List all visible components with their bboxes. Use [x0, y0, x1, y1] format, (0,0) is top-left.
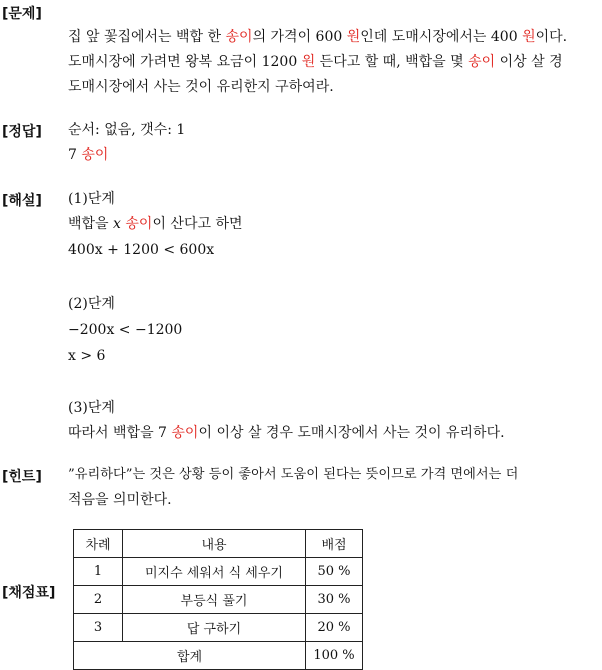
table-row [74, 586, 363, 614]
cell-score: 20 % [306, 614, 363, 642]
answer-value [68, 145, 108, 165]
table-row [74, 614, 363, 642]
text: 의 가격이 600 [252, 29, 347, 45]
header-score: 배점 [306, 530, 363, 558]
problem-label: [문제] [2, 6, 42, 22]
variable: x [113, 216, 121, 232]
text: 백합을 [68, 216, 114, 232]
hint-line-2: 적음을 의미한다. [68, 492, 172, 508]
cell-order: 1 [74, 558, 123, 586]
step-2-equation-1: −200x < −1200 [68, 322, 183, 338]
cell-content: 미지수 세워서 식 세우기 [123, 558, 306, 586]
total-value: 100 % [306, 642, 363, 670]
highlight-word: 원 [522, 29, 536, 45]
cell-content: 부등식 풀기 [123, 586, 306, 614]
cell-score: 30 % [306, 586, 363, 614]
highlight-word: 송이 [468, 54, 496, 70]
table-row [74, 558, 363, 586]
highlight-word: 송이 [171, 425, 199, 441]
cell-order: 3 [74, 614, 123, 642]
hint-line-1: ”유리하다”는 것은 상황 등이 좋아서 도움이 된다는 뜻이므로 가격 면에서는 더 [68, 467, 519, 482]
rubric-table [73, 529, 363, 670]
step-3-title: (3)단계 [68, 400, 115, 416]
text: 집 앞 꽃집에서는 백합 한 [68, 29, 226, 45]
step-3-text [68, 423, 505, 443]
total-label: 합계 [74, 642, 306, 670]
step-1-title: (1)단계 [68, 191, 115, 207]
text: 이 산다고 하면 [152, 216, 243, 232]
highlight-word: 원 [346, 29, 361, 45]
text: 이 이상 살 경우 도매시장에서 사는 것이 유리하다. [198, 425, 505, 441]
text: 이상 살 경 [495, 54, 563, 70]
text: 든다고 할 때, 백합을 몇 [315, 54, 469, 70]
problem-line-2 [68, 52, 563, 72]
text: 이다. [535, 29, 568, 45]
highlight-word: 원 [301, 54, 316, 70]
text: 인데 도매시장에서는 400 [360, 29, 523, 45]
table-total-row [74, 642, 363, 670]
text: 7 [68, 147, 82, 163]
step-2-equation-2: x > 6 [68, 348, 106, 364]
text: 따라서 백합을 7 [68, 425, 172, 441]
highlight-word: 송이 [125, 216, 153, 232]
table-header-row [74, 530, 363, 558]
header-order: 차례 [74, 530, 123, 558]
explanation-label: [해설] [2, 193, 42, 209]
cell-order: 2 [74, 586, 123, 614]
step-1-text [68, 214, 243, 234]
rubric-label: [채점표] [2, 585, 56, 601]
highlight-word: 송이 [81, 147, 109, 163]
text: 도매시장에 가려면 왕복 요금이 1200 [68, 54, 302, 70]
cell-content: 답 구하기 [123, 614, 306, 642]
header-content: 내용 [123, 530, 306, 558]
cell-score: 50 % [306, 558, 363, 586]
problem-line-3: 도매시장에서 사는 것이 유리한지 구하여라. [68, 79, 334, 95]
highlight-word: 송이 [225, 29, 253, 45]
hint-label: [힌트] [2, 469, 42, 485]
answer-order: 순서: 없음, 갯수: 1 [68, 122, 186, 138]
step-1-equation: 400x + 1200 < 600x [68, 242, 215, 258]
problem-line-1 [68, 27, 567, 47]
step-2-title: (2)단계 [68, 296, 115, 312]
answer-label: [정답] [2, 124, 42, 140]
